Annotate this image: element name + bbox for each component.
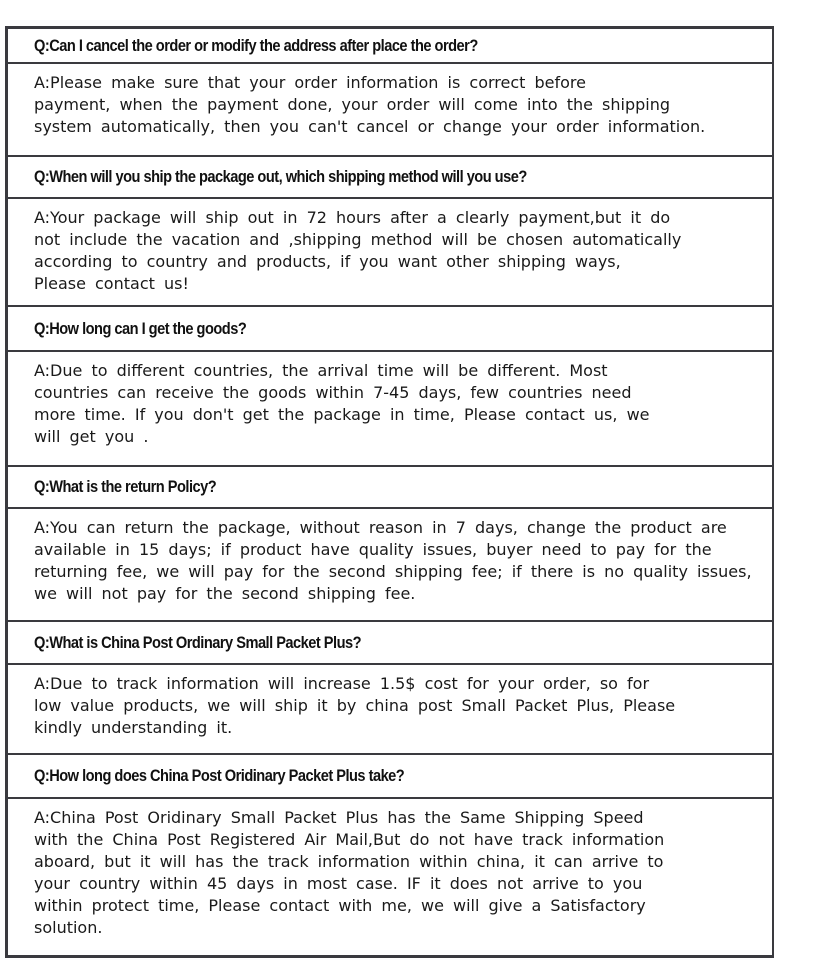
answer-line: according to country and products, if you want other shipping ways,: [34, 252, 621, 271]
answer-line: aboard, but it will has the track information within china, it can arrive to: [34, 852, 664, 871]
faq-question: [8, 755, 772, 799]
answer-line: within protect time, Please contact with me, we will give a Satisfactory: [34, 896, 646, 915]
answer-line: your country within 45 days in most case. IF it does not arrive to you: [34, 874, 643, 893]
faq-answer: [8, 352, 772, 467]
faq-table: [5, 26, 774, 958]
answer-line: A:Due to different countries, the arrival time will be different. Most: [34, 361, 608, 380]
faq-question: [8, 29, 772, 64]
faq-answer: [8, 509, 772, 622]
faq-answer: [8, 64, 772, 157]
answer-line: with the China Post Registered Air Mail,But do not have track information: [34, 830, 665, 849]
answer-line: A:You can return the package, without reason in 7 days, change the product are: [34, 518, 727, 537]
question-text: Q:How long does China Post Oridinary Packet Plus take?: [34, 766, 405, 785]
answer-line: kindly understanding it.: [34, 718, 233, 737]
answer-line: A:Due to track information will increase 1.5$ cost for your order, so for: [34, 674, 650, 693]
faq-question: [8, 157, 772, 199]
question-text: Q:What is China Post Ordinary Small Packet Plus?: [34, 632, 362, 652]
answer-line: not include the vacation and ,shipping method will be chosen automatically: [34, 230, 682, 249]
faq-answer: [8, 665, 772, 755]
faq-question: [8, 307, 772, 352]
answer-line: countries can receive the goods within 7-45 days, few countries need: [34, 383, 632, 402]
answer-line: returning fee, we will pay for the second shipping fee; if there is no quality issues,: [34, 562, 752, 581]
faq-question: [8, 467, 772, 509]
answer-line: we will not pay for the second shipping fee.: [34, 584, 416, 603]
answer-line: A:Please make sure that your order information is correct before: [34, 73, 586, 92]
answer-line: system automatically, then you can't cancel or change your order information.: [34, 117, 706, 136]
answer-line: A:China Post Oridinary Small Packet Plus has the Same Shipping Speed: [34, 808, 644, 827]
question-text: Q:When will you ship the package out, which shipping method will you use?: [34, 167, 527, 186]
question-text: Q:What is the return Policy?: [34, 477, 217, 496]
question-text: Q:Can I cancel the order or modify the address after place the order?: [34, 35, 478, 55]
answer-line: payment, when the payment done, your order will come into the shipping: [34, 95, 671, 114]
answer-line: Please contact us!: [34, 274, 189, 293]
answer-line: available in 15 days; if product have quality issues, buyer need to pay for the: [34, 540, 712, 559]
answer-line: will get you .: [34, 427, 149, 446]
faq-answer: [8, 199, 772, 307]
answer-line: low value products, we will ship it by china post Small Packet Plus, Please: [34, 696, 676, 715]
faq-answer: [8, 799, 772, 955]
faq-question: [8, 622, 772, 665]
answer-line: A:Your package will ship out in 72 hours after a clearly payment,but it do: [34, 208, 671, 227]
question-text: Q:How long can I get the goods?: [34, 318, 247, 338]
answer-line: solution.: [34, 918, 103, 937]
answer-line: more time. If you don't get the package in time, Please contact us, we: [34, 405, 650, 424]
